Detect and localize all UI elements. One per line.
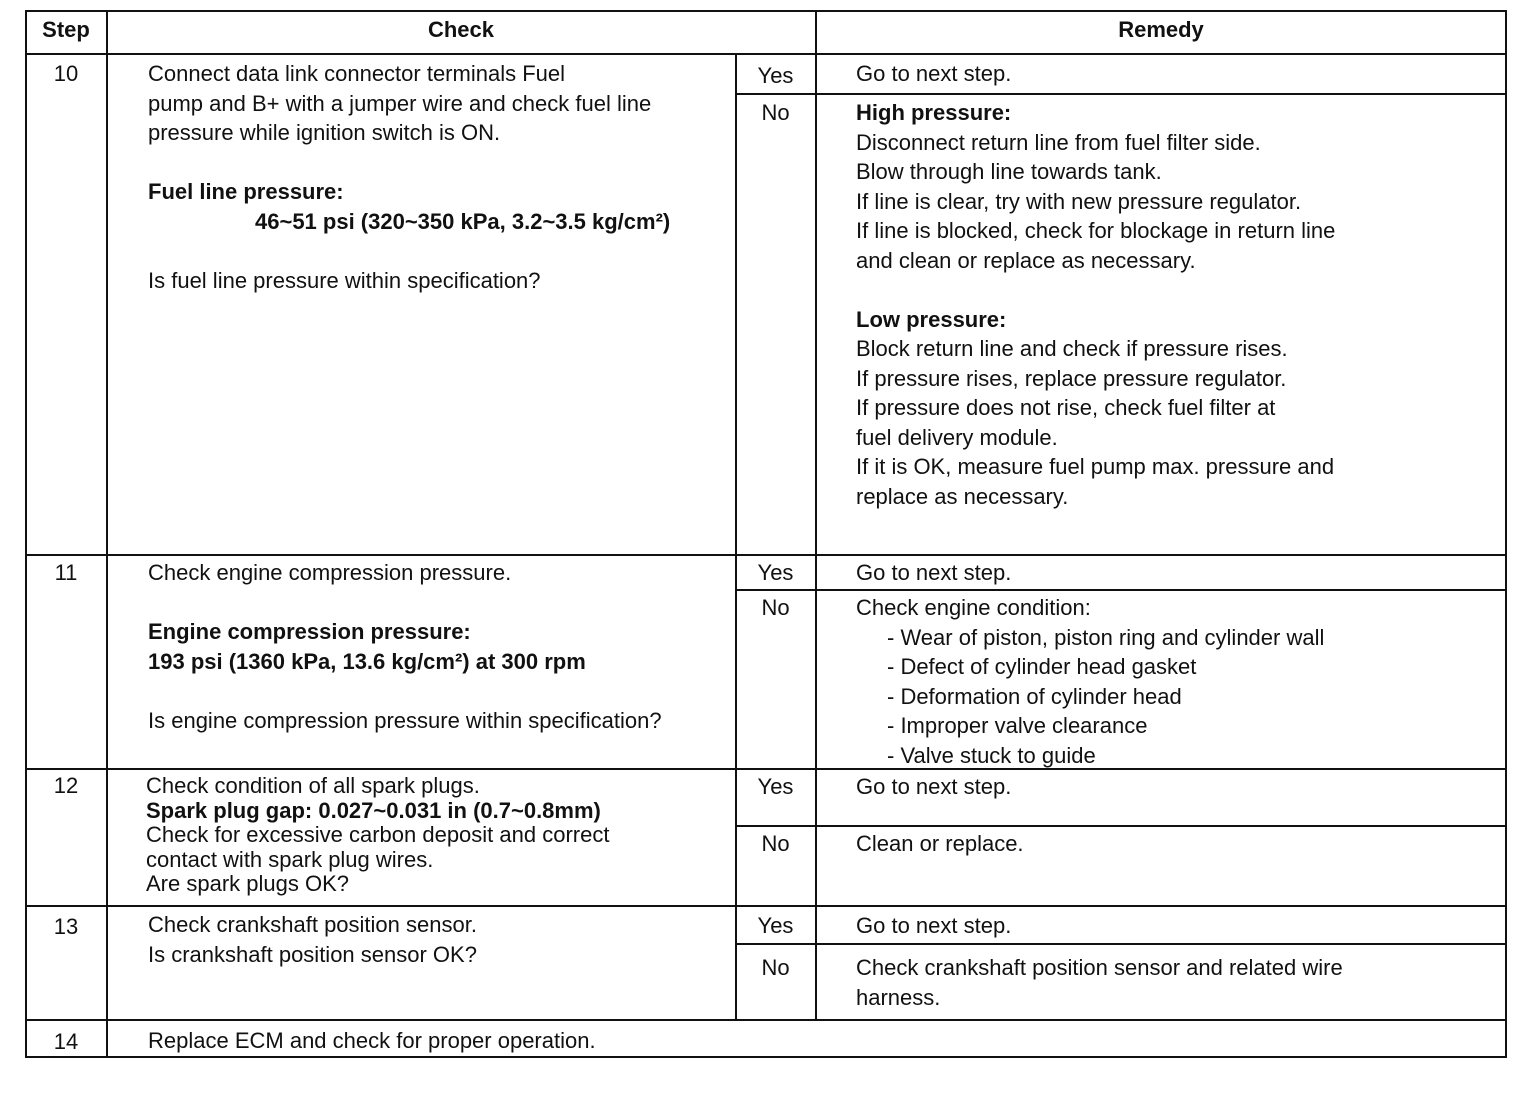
table-right-border <box>1505 10 1507 1058</box>
check-question: Are spark plugs OK? <box>146 871 349 896</box>
no-label: No <box>761 595 790 620</box>
remedy-line: harness. <box>856 984 941 1010</box>
remedy-title: Check engine condition: <box>856 595 1091 620</box>
spec-value: Spark plug gap: 0.027~0.031 in (0.7~0.8mm) <box>146 797 601 823</box>
no-label: No <box>761 955 790 980</box>
table-top-border <box>25 10 1507 12</box>
answer-column-rule <box>735 53 737 1021</box>
spec-label: Fuel line pressure: <box>148 179 344 204</box>
spec-label: Engine compression pressure: <box>148 619 471 644</box>
remedy-line: If pressure rises, replace pressure regulator. <box>856 365 1287 391</box>
row10-check <box>148 59 670 295</box>
row10-bottom-rule <box>25 554 1507 556</box>
check-line: Check engine compression pressure. <box>148 560 512 585</box>
remedy-item: - Deformation of cylinder head <box>887 683 1182 709</box>
yes-label: Yes <box>757 774 794 799</box>
remedy-line: If line is blocked, check for blockage in return line <box>856 218 1336 243</box>
high-pressure-title: High pressure: <box>856 100 1012 125</box>
row10-yes-rule <box>735 93 1507 95</box>
yes-remedy: Go to next step. <box>856 913 1012 938</box>
yes-remedy: Go to next step. <box>856 774 1012 799</box>
remedy-line: Blow through line towards tank. <box>856 159 1162 184</box>
row11-check <box>148 558 662 735</box>
check-line: Check crankshaft position sensor. <box>148 912 477 937</box>
step-number: 13 <box>53 914 79 939</box>
remedy-line: replace as necessary. <box>856 483 1069 509</box>
header-check: Check <box>427 17 495 42</box>
check-line: Check for excessive carbon deposit and correct <box>146 822 610 847</box>
yes-label: Yes <box>757 63 794 88</box>
remedy-item: - Improper valve clearance <box>887 713 1148 738</box>
row10-no-remedy <box>856 98 1335 511</box>
yes-label: Yes <box>757 560 794 585</box>
remedy-line: If line is clear, try with new pressure regulator. <box>856 188 1302 214</box>
row13-no-remedy <box>856 953 1343 1012</box>
remedy-column-rule <box>815 10 817 1021</box>
table-left-border <box>25 10 27 1058</box>
row12-check <box>146 774 609 897</box>
yes-remedy: Go to next step. <box>856 560 1012 585</box>
row11-yes-rule <box>735 589 1507 591</box>
remedy-line: If pressure does not rise, check fuel filter at <box>856 395 1276 420</box>
spec-value: 46~51 psi (320~350 kPa, 3.2~3.5 kg/cm²) <box>255 208 671 234</box>
remedy-line: If it is OK, measure fuel pump max. pressure and <box>856 454 1335 479</box>
header-bottom-rule <box>25 53 1507 55</box>
check-line: contact with spark plug wires. <box>146 846 434 872</box>
row12-bottom-rule <box>25 905 1507 907</box>
yes-label: Yes <box>757 913 794 938</box>
step-number: 10 <box>53 61 79 86</box>
no-remedy: Clean or replace. <box>856 831 1024 856</box>
table-bottom-border <box>25 1056 1507 1058</box>
remedy-line: and clean or replace as necessary. <box>856 247 1196 273</box>
remedy-line: Check crankshaft position sensor and related wire <box>856 955 1343 980</box>
remedy-item: - Defect of cylinder head gasket <box>887 654 1197 679</box>
no-label: No <box>761 100 790 125</box>
check-line: pump and B+ with a jumper wire and check fuel line <box>148 90 652 116</box>
check-line: Replace ECM and check for proper operation. <box>148 1028 596 1053</box>
row12-yes-rule <box>735 825 1507 827</box>
row13-check <box>148 910 477 969</box>
spec-value: 193 psi (1360 kPa, 13.6 kg/cm²) at 300 rpm <box>148 648 586 674</box>
yes-remedy: Go to next step. <box>856 61 1012 86</box>
no-label: No <box>761 831 790 856</box>
remedy-line: Block return line and check if pressure rises. <box>856 336 1288 361</box>
check-question: Is engine compression pressure within specification? <box>148 707 662 733</box>
step-column-rule <box>106 10 108 1058</box>
header-step: Step <box>42 17 90 42</box>
remedy-line: Disconnect return line from fuel filter side. <box>856 129 1261 155</box>
remedy-line: fuel delivery module. <box>856 424 1058 450</box>
header-remedy: Remedy <box>1118 17 1204 42</box>
check-question: Is fuel line pressure within specification? <box>148 267 541 293</box>
low-pressure-title: Low pressure: <box>856 306 1007 332</box>
remedy-item: - Valve stuck to guide <box>887 742 1096 768</box>
check-question: Is crankshaft position sensor OK? <box>148 941 477 967</box>
step-number: 12 <box>53 773 79 798</box>
step-number: 11 <box>54 560 78 585</box>
remedy-item: - Wear of piston, piston ring and cylinder wall <box>887 624 1325 650</box>
row13-yes-rule <box>735 943 1507 945</box>
check-line: pressure while ignition switch is ON. <box>148 120 501 145</box>
check-line: Check condition of all spark plugs. <box>146 773 480 798</box>
check-line: Connect data link connector terminals Fuel <box>148 61 565 86</box>
row13-bottom-rule <box>25 1019 1507 1021</box>
row11-no-remedy <box>856 593 1324 770</box>
step-number: 14 <box>53 1029 79 1054</box>
